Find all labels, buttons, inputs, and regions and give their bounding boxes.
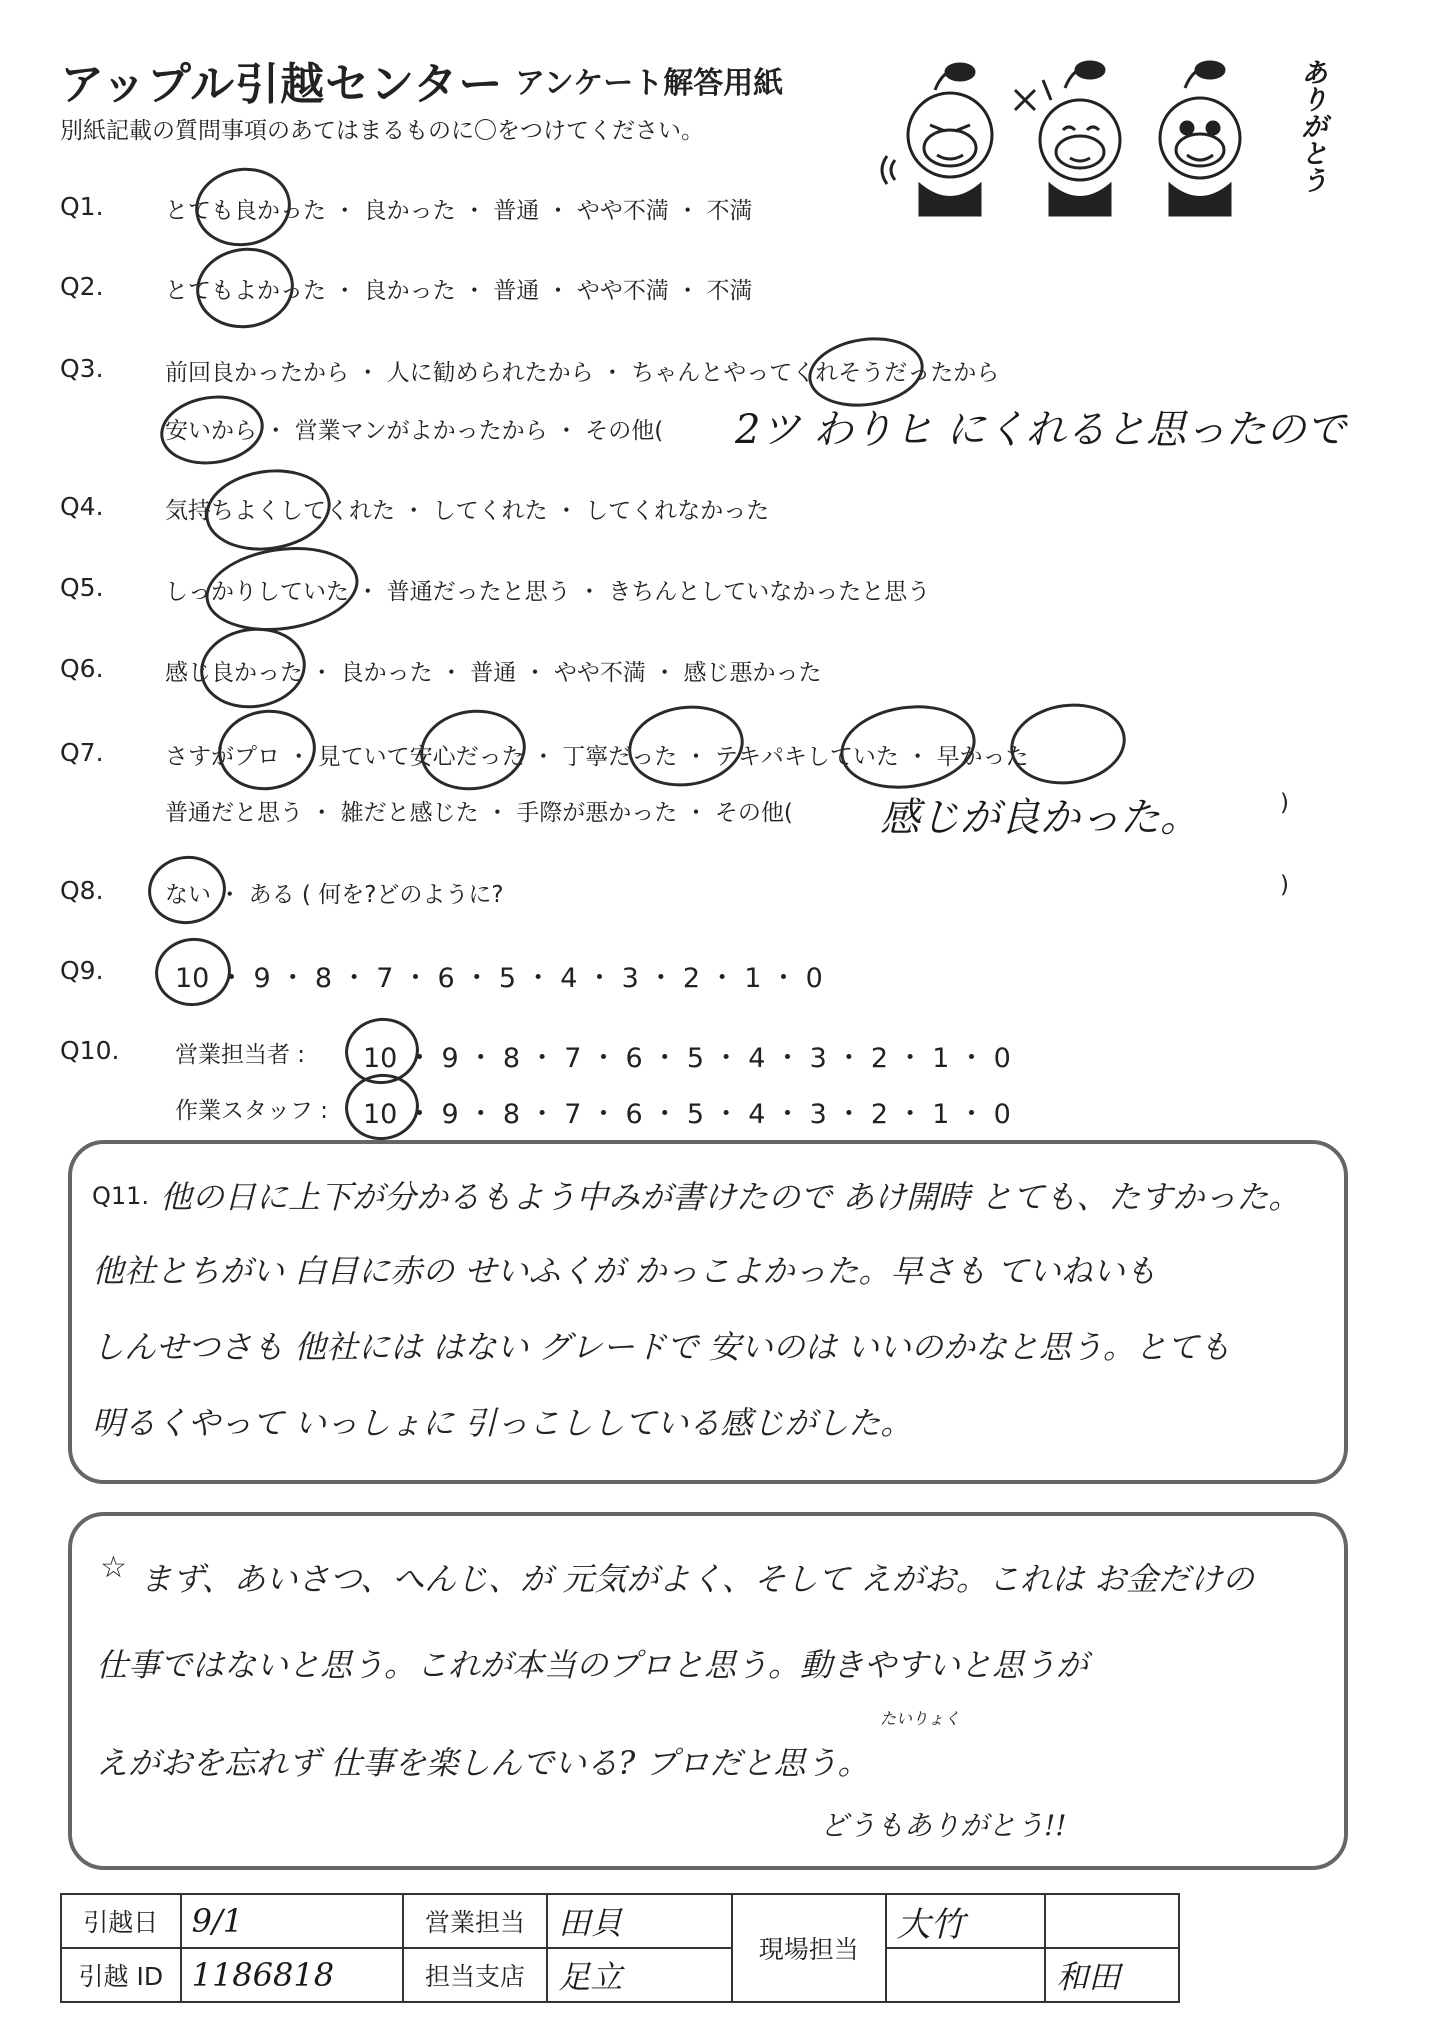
company-title: アップル引越センター (60, 59, 504, 110)
site-empty-1 (1045, 1894, 1179, 1948)
q7-options-line2: 普通だと思う ・ 雑だと感じた ・ 手際が悪かった ・ その他( (165, 800, 793, 826)
q10-staff-answer-circle (341, 1069, 423, 1145)
q2-label: Q2. (60, 272, 104, 301)
q6-label: Q6. (60, 654, 104, 683)
comment-line-1: まず、あいさつ、へんじ、が 元気がよく、そして えがお。これは お金だけの (140, 1560, 1255, 1598)
q8-label: Q8. (60, 876, 104, 905)
q3-label: Q3. (60, 354, 104, 383)
q9-scale: 10 ・ 9 ・ 8 ・ 7 ・ 6 ・ 5 ・ 4 ・ 3 ・ 2 ・ 1 ・ 0 (175, 963, 823, 994)
comment-line-4: どうもありがとう!! (820, 1809, 1067, 1842)
q7-close-paren: ) (1280, 790, 1289, 816)
q6-answer-circle (195, 621, 311, 715)
q7-options-line1: さすがプロ ・ 見ていて安心だった ・ 丁寧だった ・ テキパキしていた ・ 早かった (165, 744, 1029, 770)
q8-close-paren: ) (1280, 872, 1289, 898)
q3-options-line1: 前回良かったから ・ 人に勧められたから ・ ちゃんとやってくれそうだったから (165, 360, 1000, 386)
site-value-2: 和田 (1045, 1948, 1179, 2002)
q7-label: Q7. (60, 738, 104, 767)
branch-value: 足立 (547, 1948, 732, 2002)
instruction-text: 別紙記載の質問事項のあてはまるものに〇をつけてください。 (60, 118, 704, 144)
q6-options: 感じ良かった ・ 良かった ・ 普通 ・ やや不満 ・ 感じ悪かった (165, 660, 822, 686)
q10-sales-label: 営業担当者 : (175, 1042, 306, 1068)
q7-answer-circle-3 (623, 698, 749, 793)
q1-answer-circle (190, 162, 296, 253)
site-label: 現場担当 (732, 1894, 885, 2002)
q7-answer-circle-1 (213, 704, 321, 797)
move-date-label: 引越日 (61, 1894, 181, 1948)
thanks-text: ありがとう (1296, 58, 1327, 193)
q3-options-line2: 安いから ・ 営業マンがよかったから ・ その他( (165, 418, 664, 444)
site-value-1: 大竹 (886, 1894, 1046, 1948)
site-empty-2 (886, 1948, 1046, 2002)
q5-options: しっかりしていた ・ 普通だったと思う ・ きちんとしていなかったと思う (165, 579, 931, 605)
q11-line-4: 明るくやって いっしょに 引っこししている感じがした。 (92, 1404, 913, 1442)
q7-answer-circle-2 (415, 703, 531, 797)
q8-options: ない ・ ある ( 何を?どのように? (165, 882, 504, 908)
q11-line-2: 他社とちがい 白目に赤の せいふくが かっこよかった。早さも ていねいも (92, 1252, 1157, 1290)
q10-label: Q10. (60, 1036, 120, 1065)
q7-answer-circle-5 (1005, 696, 1131, 791)
comment-ruby: たいりょく (880, 1709, 961, 1728)
q11-line-3: しんせつさも 他社には はない グレードで 安いのは いいのかなと思う。とても (92, 1328, 1231, 1366)
q3-handwritten-answer: 2ツ わりヒ にくれると思ったので (735, 407, 1346, 453)
comment-line-3: えがおを忘れず 仕事を楽しんでいる? プロだと思う。 (96, 1744, 870, 1782)
q2-options: とてもよかった ・ 良かった ・ 普通 ・ やや不満 ・ 不満 (165, 278, 753, 304)
star-mark: ☆ (100, 1550, 127, 1585)
q4-options: 気持ちよくしてくれた ・ してくれた ・ してくれなかった (165, 498, 770, 524)
q8-answer-circle (144, 851, 231, 929)
q5-answer-circle (200, 538, 364, 641)
footer-table (60, 1893, 1180, 2003)
q1-options: とても良かった ・ 良かった ・ 普通 ・ やや不満 ・ 不満 (165, 198, 753, 224)
q9-answer-circle (151, 933, 236, 1011)
q7-handwritten-answer: 感じが良かった。 (880, 795, 1200, 841)
q10-sales-scale: 10 ・ 9 ・ 8 ・ 7 ・ 6 ・ 5 ・ 4 ・ 3 ・ 2 ・ 1 ・ 0 (363, 1043, 1011, 1074)
sales-label: 営業担当 (403, 1894, 548, 1948)
form-title: アンケート解答用紙 (515, 66, 784, 101)
q4-label: Q4. (60, 492, 104, 521)
move-id-value: 1186818 (181, 1948, 403, 2002)
q7-answer-circle-4 (835, 697, 981, 797)
q10-staff-label: 作業スタッフ : (175, 1098, 329, 1124)
q4-answer-circle (200, 462, 336, 559)
q11-label: Q11. (92, 1182, 150, 1210)
q2-answer-circle (191, 242, 299, 335)
comment-line-2: 仕事ではないと思う。これが本当のプロと思う。動きやすいと思うが (96, 1646, 1089, 1684)
move-date-value: 9/1 (181, 1894, 403, 1948)
q3-answer-circle-2 (156, 389, 268, 471)
q1-label: Q1. (60, 192, 104, 221)
q11-line-1: 他の日に上下が分かるもよう中みが書けたので あけ開時 とても、たすかった。 (160, 1178, 1301, 1216)
move-id-label: 引越 ID (61, 1948, 181, 2002)
branch-label: 担当支店 (403, 1948, 548, 2002)
mascot-illustration (875, 50, 1345, 230)
q10-staff-scale: 10 ・ 9 ・ 8 ・ 7 ・ 6 ・ 5 ・ 4 ・ 3 ・ 2 ・ 1 ・ 0 (363, 1099, 1011, 1130)
sales-value: 田貝 (547, 1894, 732, 1948)
q5-label: Q5. (60, 573, 104, 602)
q9-label: Q9. (60, 956, 104, 985)
